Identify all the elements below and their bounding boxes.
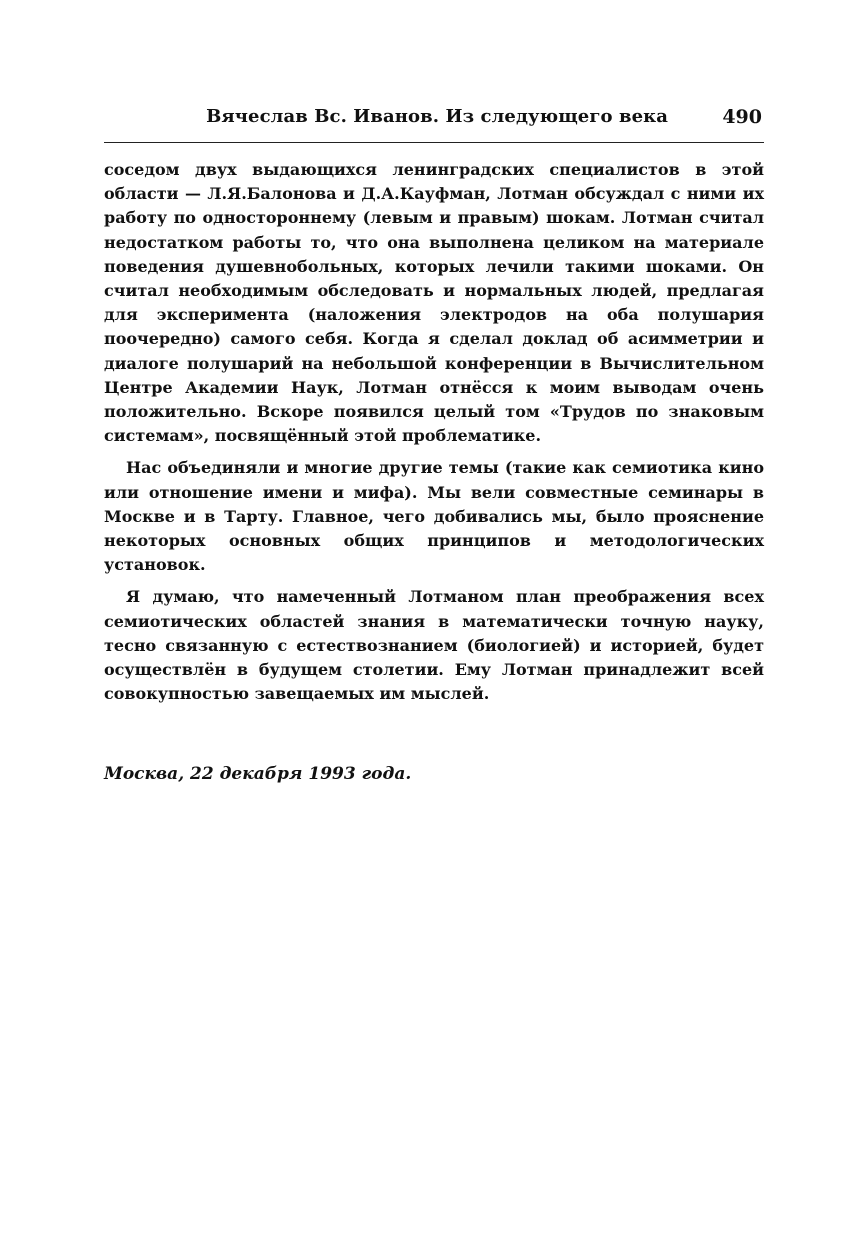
running-title: Вячеслав Вс. Иванов. Из следующего века [206,106,668,127]
paragraph-3: Я думаю, что намеченный Лотманом план преображения всех семиотических областей знания в математически точную науку, тесно связанную с естествознанием (биологией) и историей, будет осуществлён в будущем столетии. Ему Лотман принадлежит всей совокупностью завещаемых им мыслей. [104,587,764,704]
paragraph-1: соседом двух выдающихся ленинградских специалистов в этой области — Л.Я.Балонова и Д.А.Кауфман, Лотман обсуждал с ними их работу по одностороннему (левым и правым) шокам. Лотман считал недостатком работы то, что она выполнена целиком на материале поведения душевнобольных, которых лечили такими шоками. Он считал необходимым обследовать и нормальных людей, предлагая для эксперимента (наложения электродов на оба полушария поочередно) самого себя. Когда я сделал доклад об асимметрии и диалоге полушарий на небольшой конференции в Вычислительном Центре Академии Наук, Лотман отнёсся к моим выводам очень положительно. Вскоре появился целый том «Трудов по знаковым системам», посвящённый этой проблематике. [104,160,764,446]
header-divider [104,142,764,143]
place-date-signature: Москва, 22 декабря 1993 года. [104,764,412,784]
running-head [104,106,768,136]
body-text [104,158,764,714]
paragraph-2: Нас объединяли и многие другие темы (такие как семиотика кино или отношение имени и мифа). Мы вели совместные семинары в Москве и в Тарту. Главное, чего добивались мы, было прояснение некоторых основных общих принципов и методологических установок. [104,458,764,575]
page-number: 490 [722,106,762,128]
